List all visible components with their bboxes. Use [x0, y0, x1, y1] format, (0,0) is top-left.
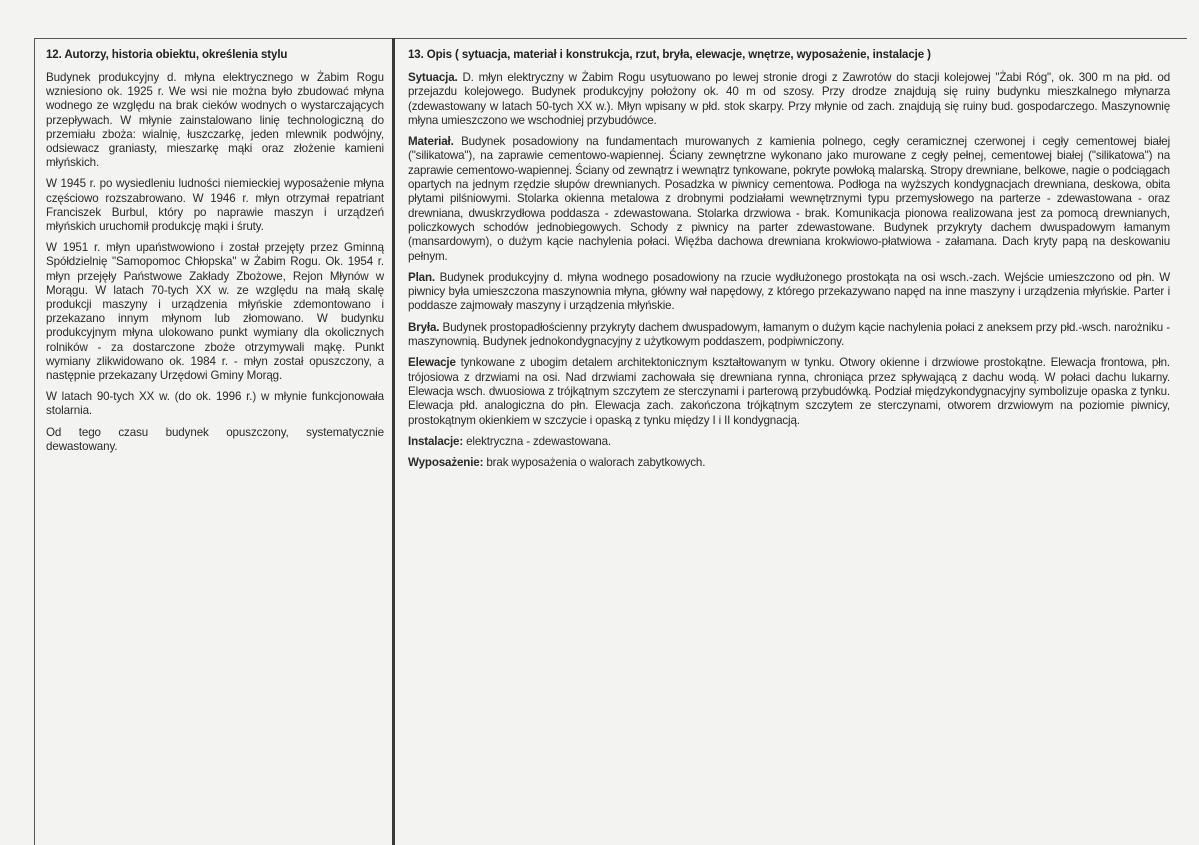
description-equipment: [408, 456, 1170, 470]
installations-label: Instalacje:: [408, 434, 464, 448]
material-text: Budynek posadowiony na fundamentach murowanych z kamienia polnego, cegły ceramicznej czerwonej i cegły cementowej białej ("silikatowa"), na zaprawie cementowo-wapiennej. Ściany zewnętrzne wykonano jako murowane z cegły pełnej, cementowej białej ("silikatowa") na zaprawie cementowo-wapiennej. Ściany od zewnątrz i wewnątrz tynkowane, pokryte powłoką malarską. Stropy drewniane, belkowe, nagie o podciągach opartych na jednym rzędzie słupów drewnianych. Posadzka w piwnicy cementowa. Podłoga na wyższych kondygnacjach drewniana, deskowa, obita płytami pilśniowymi. Stolarka okienna metalowa z drobnymi podziałami wewnętrznymi typu przemysłowego na parterze - zdewastowana - oraz drewniana, dwuskrzydłowa poddasza - zdewastowana. Stolarka drzwiowa - brak. Komunikacja pionowa realizowana jest za pomocą drewnianych, policzkowych schodów jednobiegowych. Schody z piwnicy na parter zdewastowane. Budynek przykryty dachem dwuspadowym łamanym (mansardowym), o dużym kącie nachylenia połaci. Więźba dachowa drewniana krokwiowo-płatwiowa - załamana. Dach kryty papą na deskowaniu pełnym.: [408, 135, 1170, 263]
history-paragraph-1: Budynek produkcyjny d. młyna elektrycznego w Żabim Rogu wzniesiono ok. 1925 r. We wsi nie można było zbudować młyna wodnego ze względu na brak cieków wodnych o wystarczających przepływach. W młynie zainstalowano linię technologiczną do przemiału zboża: wialnię, łuszczarkę, jeden mlewnik podwójny, odsiewacz graniasty, mieszarkę mąki oraz złożenie kamieni młyńskich.: [46, 71, 384, 170]
massing-text: Budynek prostopadłościenny przykryty dachem dwuspadowym, łamanym o dużym kącie nachylenia połaci z aneksem przy płd.-wsch. narożniku - maszynownią. Budynek jednokondygnacyjny z użytkowym poddaszem, podpiwniczony.: [408, 320, 1170, 349]
section-12: [46, 49, 384, 461]
history-paragraph-4: W latach 90-tych XX w. (do ok. 1996 r.) w młynie funkcjonowała stolarnia.: [46, 390, 384, 418]
history-paragraph-2: W 1945 r. po wysiedleniu ludności niemieckiej wyposażenie młyna częściowo rozszabrowano. W 1946 r. młyn otrzymał repatriant Franciszek Burbul, który po naprawie maszyn i urządzeń młyńskich uruchomił produkcję mąki i śruty.: [46, 177, 384, 234]
section-13-heading: 13. Opis ( sytuacja, materiał i konstrukcja, rzut, bryła, elewacje, wnętrze, wyposażenie, instalacje ): [408, 49, 931, 61]
situation-text: D. młyn elektryczny w Żabim Rogu usytuowano po lewej stronie drogi z Zawrotów do stacji kolejowej "Żabi Róg", ok. 300 m na płd. od przejazdu kolejowego. Budynek produkcyjny położony ok. 40 m od szosy. Przy drodze znajdują się ruiny budynku mieszkalnego młynarza (zdewastowany w latach 50-tych XX w.). Młyn wpisany w płd. stok skarpy. Przy młynie od zach. znajdują się ruiny bud. gospodarczego. Maszynownię młyna umieszczono we wschodniej przybudówce.: [408, 71, 1170, 127]
plan-label: Plan.: [408, 270, 435, 284]
massing-label: Bryła.: [408, 320, 440, 334]
column-divider: [392, 38, 395, 845]
description-situation: [408, 71, 1170, 128]
section-13: [408, 49, 1170, 477]
description-plan: [408, 271, 1170, 314]
elevations-label: Elewacje: [408, 356, 456, 370]
equipment-text: brak wyposażenia o walorach zabytkowych.: [483, 456, 706, 470]
situation-label: Sytuacja.: [408, 71, 458, 84]
description-installations: [408, 435, 1170, 449]
elevations-text: tynkowane z ubogim detalem architektonicznym kształtowanym w tynku. Otwory okienne i drzwiowe prostokątne. Elewacja frontowa, płn. trójosiowa z drzwiami na osi. Nad drzwiami zachowała się drewniana rynna, chroniąca przez spływającą z dachu wodą. W połaci dachu lukarny. Elewacja wsch. dwuosiowa z trójkątnym szczytem ze sterczynami i parterową przybudówką. Podział międzykondygnacyjny symbolizuje opaska z tynku. Elewacja płd. analogiczna do płn. Elewacja zach. zakończona trójkątnym szczytem ze sterczynami, otworem drzwiowym na poziomie piwnicy, prostokątnym okienkiem w szczycie i opaską z tynku między I i II kondygnacją.: [408, 356, 1170, 427]
plan-text: Budynek produkcyjny d. młyna wodnego posadowiony na rzucie wydłużonego prostokąta na osi wsch.-zach. Wejście umieszczono od płn. W piwnicy była umieszczona maszynownia młyna, główny wał napędowy, z którego przekazywano napęd na inne maszyny i urządzenia młyńskie. Parter i poddasze zajmowały maszyny i urządzenia młyńskie.: [408, 270, 1170, 313]
material-label: Materiał.: [408, 135, 454, 149]
history-paragraph-3: W 1951 r. młyn upaństwowiono i został przejęty przez Gminną Spółdzielnię "Samopomoc Chłopska" w Żabim Rogu. Ok. 1954 r. młyn przejęły Państwowe Zakłady Zbożowe, Rejon Młynów w Morągu. W latach 70-tych XX w. ze względu na małą skalę produkcji maszyny i urządzenia młyńskie zdemontowano i przekazano innym młynom lub złomowano. W budynku produkcyjnym młyna ulokowano punkt wymiany dla okolicznych rolników - za dostarczone zboże otrzymywali mąkę. Punkt wymiany zlikwidowano ok. 1984 r. - młyn został opuszczony, a następnie przekazany Urzędowi Gminy Morąg.: [46, 241, 384, 383]
description-elevations: [408, 356, 1170, 427]
installations-text: elektryczna - zdewastowana.: [463, 434, 611, 448]
equipment-label: Wyposażenie:: [408, 456, 484, 470]
description-material: [408, 135, 1170, 264]
history-paragraph-5: Od tego czasu budynek opuszczony, systematycznie dewastowany.: [46, 425, 384, 453]
description-massing: [408, 321, 1170, 350]
section-12-heading: 12. Autorzy, historia obiektu, określenia stylu: [46, 49, 288, 61]
